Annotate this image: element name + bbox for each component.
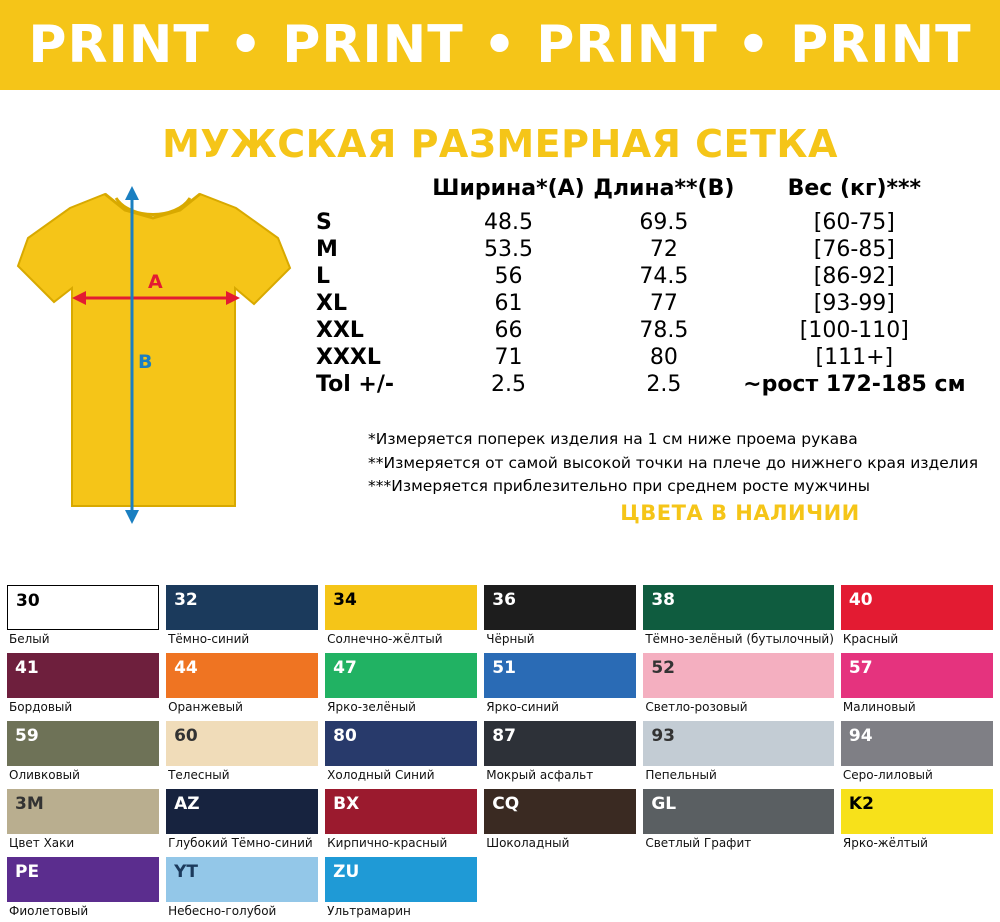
cell-length: 77 [649, 291, 678, 316]
color-swatch-cell[interactable] [484, 721, 636, 786]
color-name: Ультрамарин [327, 904, 411, 918]
cell-width: 66 [494, 318, 523, 343]
color-code: K2 [848, 794, 874, 814]
cell-length: 2.5 [646, 372, 682, 397]
color-swatch[interactable] [325, 789, 477, 834]
cell-weight: [93-99] [813, 291, 895, 316]
color-swatch-cell[interactable] [325, 721, 477, 786]
color-swatch[interactable] [643, 653, 834, 698]
note-weight: ***Измеряется приблезительно при среднем росте мужчины [368, 477, 870, 496]
color-swatch[interactable] [7, 653, 159, 698]
color-swatch[interactable] [166, 857, 318, 902]
color-swatch-cell[interactable] [841, 585, 993, 650]
color-swatch[interactable] [325, 653, 477, 698]
color-swatch[interactable] [484, 653, 636, 698]
cell-size: S [316, 210, 332, 235]
color-swatch-grid [7, 585, 993, 922]
color-swatch[interactable] [841, 585, 993, 630]
cell-weight: [76-85] [813, 237, 895, 262]
table-row [310, 209, 970, 236]
cell-weight: [100-110] [799, 318, 909, 343]
color-swatch[interactable] [7, 585, 159, 630]
color-name: Красный [842, 632, 899, 646]
cell-size: L [316, 264, 331, 289]
color-code: 30 [16, 591, 40, 611]
color-swatch-cell[interactable] [484, 653, 636, 718]
color-code: 52 [651, 658, 675, 678]
color-swatch[interactable] [841, 789, 993, 834]
cell-width: 61 [494, 291, 523, 316]
color-swatch[interactable] [841, 721, 993, 766]
color-swatch-cell[interactable] [643, 721, 834, 786]
color-swatch[interactable] [484, 789, 636, 834]
color-name: Бордовый [9, 700, 73, 714]
width-label: A [148, 271, 163, 293]
cell-length: 72 [649, 237, 678, 262]
color-swatch[interactable] [166, 721, 318, 766]
color-code: 87 [492, 726, 516, 746]
color-swatch-cell[interactable] [484, 789, 636, 854]
cell-length: 74.5 [639, 264, 689, 289]
length-label: B [138, 351, 153, 373]
color-code: 34 [333, 590, 357, 610]
color-name: Белый [9, 632, 50, 646]
color-name: Светло-розовый [645, 700, 748, 714]
main-content [0, 166, 1000, 541]
table-row [310, 290, 970, 317]
height-note: ~рост 172-185 см [743, 372, 966, 397]
tshirt-diagram [10, 176, 300, 536]
color-name: Ярко-синий [486, 700, 559, 714]
color-name: Шоколадный [486, 836, 570, 850]
table-row [310, 317, 970, 344]
cell-size: XXXL [316, 345, 381, 370]
color-name: Телесный [168, 768, 230, 782]
color-swatch[interactable] [7, 789, 159, 834]
table-row-tolerance [310, 371, 970, 398]
color-name: Холодный Синий [327, 768, 435, 782]
color-swatch[interactable] [643, 721, 834, 766]
cell-size: XL [316, 291, 347, 316]
color-name: Тёмно-зелёный (бутылочный) [645, 632, 834, 646]
color-swatch-cell[interactable] [643, 653, 834, 718]
color-code: GL [651, 794, 677, 814]
color-swatch-cell[interactable] [841, 653, 993, 718]
color-swatch[interactable] [643, 585, 834, 630]
header-weight: Вес (кг)*** [787, 176, 922, 201]
color-swatch-cell[interactable] [325, 653, 477, 718]
color-name: Фиолетовый [9, 904, 89, 918]
size-table [310, 174, 970, 398]
print-banner [0, 0, 1000, 90]
color-name: Глубокий Тёмно-синий [168, 836, 313, 850]
color-code: 51 [492, 658, 516, 678]
color-swatch-cell[interactable] [841, 721, 993, 786]
table-row [310, 263, 970, 290]
cell-size: XXL [316, 318, 364, 343]
color-swatch[interactable] [484, 721, 636, 766]
color-name: Оранжевый [168, 700, 243, 714]
color-code: 36 [492, 590, 516, 610]
color-swatch-cell[interactable] [166, 789, 318, 854]
color-name: Солнечно-жёлтый [327, 632, 443, 646]
color-name: Ярко-жёлтый [842, 836, 928, 850]
color-name: Ярко-зелёный [327, 700, 416, 714]
color-name: Кирпично-красный [327, 836, 448, 850]
color-swatch-cell[interactable] [325, 857, 477, 922]
color-swatch-cell[interactable] [166, 857, 318, 922]
cell-weight: [111+] [815, 345, 894, 370]
cell-length: 80 [649, 345, 678, 370]
table-row [310, 236, 970, 263]
color-swatch-cell[interactable] [166, 585, 318, 650]
color-code: 40 [848, 590, 873, 610]
color-swatch-cell[interactable] [643, 585, 834, 650]
note-width: *Измеряется поперек изделия на 1 см ниже проема рукава [368, 430, 858, 448]
color-code: BX [333, 794, 360, 814]
banner-text: PRINT • PRINT • PRINT • PRINT [28, 15, 972, 75]
color-name: Оливковый [9, 768, 80, 782]
color-name: Малиновый [842, 700, 916, 714]
color-swatch-cell[interactable] [166, 653, 318, 718]
cell-weight: [86-92] [813, 264, 895, 289]
cell-size: M [316, 237, 338, 262]
color-code: 94 [848, 726, 873, 746]
color-swatch[interactable] [325, 585, 477, 630]
color-code: 80 [333, 726, 357, 746]
color-name: Чёрный [486, 632, 535, 646]
color-name: Тёмно-синий [168, 632, 250, 646]
color-swatch-cell[interactable] [7, 585, 159, 650]
color-swatch-cell[interactable] [7, 789, 159, 854]
color-swatch[interactable] [325, 721, 477, 766]
color-swatch[interactable] [643, 789, 834, 834]
color-name: Серо-лиловый [842, 768, 933, 782]
color-swatch-cell[interactable] [643, 789, 834, 854]
header-length: Длина**(B) [593, 176, 735, 201]
cell-width: 48.5 [484, 210, 534, 235]
color-name: Цвет Хаки [9, 836, 75, 850]
color-code: 93 [651, 726, 675, 746]
size-table-wrap [310, 174, 990, 398]
color-code: AZ [174, 794, 200, 814]
header-width: Ширина*(A) [432, 176, 585, 201]
color-code: 57 [848, 658, 873, 678]
color-swatch[interactable] [325, 857, 477, 902]
color-swatch[interactable] [841, 653, 993, 698]
color-code: 32 [174, 590, 198, 610]
cell-width: 56 [494, 264, 523, 289]
color-code: YT [174, 862, 198, 882]
color-swatch-cell[interactable] [325, 789, 477, 854]
color-code: 41 [15, 658, 39, 678]
color-swatch-cell[interactable] [325, 585, 477, 650]
color-code: ZU [333, 862, 360, 882]
color-swatch[interactable] [166, 653, 318, 698]
color-swatch-cell[interactable] [166, 721, 318, 786]
color-code: 3M [15, 794, 44, 814]
color-swatch-cell[interactable] [7, 653, 159, 718]
color-swatch[interactable] [166, 789, 318, 834]
color-swatch[interactable] [7, 721, 159, 766]
color-code: 47 [333, 658, 357, 678]
table-row [310, 344, 970, 371]
color-code: 59 [15, 726, 39, 746]
measurement-notes [368, 428, 998, 499]
color-swatch-cell[interactable] [7, 721, 159, 786]
color-swatch-cell[interactable] [484, 585, 636, 650]
cell-length: 69.5 [639, 210, 689, 235]
color-name: Небесно-голубой [168, 904, 277, 918]
color-code: CQ [492, 794, 520, 814]
cell-length: 78.5 [639, 318, 689, 343]
color-swatch[interactable] [484, 585, 636, 630]
color-swatch[interactable] [7, 857, 159, 902]
tshirt-icon [10, 176, 300, 536]
header-size [310, 174, 428, 209]
cell-width: 2.5 [491, 372, 527, 397]
color-swatch-cell[interactable] [841, 789, 993, 854]
note-length: **Измеряется от самой высокой точки на плече до нижнего края изделия [368, 453, 979, 472]
available-colors-title: ЦВЕТА В НАЛИЧИИ [620, 501, 860, 525]
color-code: 38 [651, 590, 675, 610]
cell-size: Tol +/- [316, 372, 394, 397]
color-swatch-cell[interactable] [7, 857, 159, 922]
color-code: PE [15, 862, 40, 882]
cell-width: 53.5 [484, 237, 534, 262]
color-code: 60 [174, 726, 198, 746]
color-name: Пепельный [645, 768, 717, 782]
table-header-row [310, 174, 970, 209]
page-title: МУЖСКАЯ РАЗМЕРНАЯ СЕТКА [162, 122, 838, 166]
color-name: Мокрый асфальт [486, 768, 594, 782]
color-name: Светлый Графит [645, 836, 752, 850]
color-code: 44 [174, 658, 198, 678]
color-swatch[interactable] [166, 585, 318, 630]
cell-width: 71 [494, 345, 523, 370]
cell-weight: [60-75] [813, 210, 895, 235]
